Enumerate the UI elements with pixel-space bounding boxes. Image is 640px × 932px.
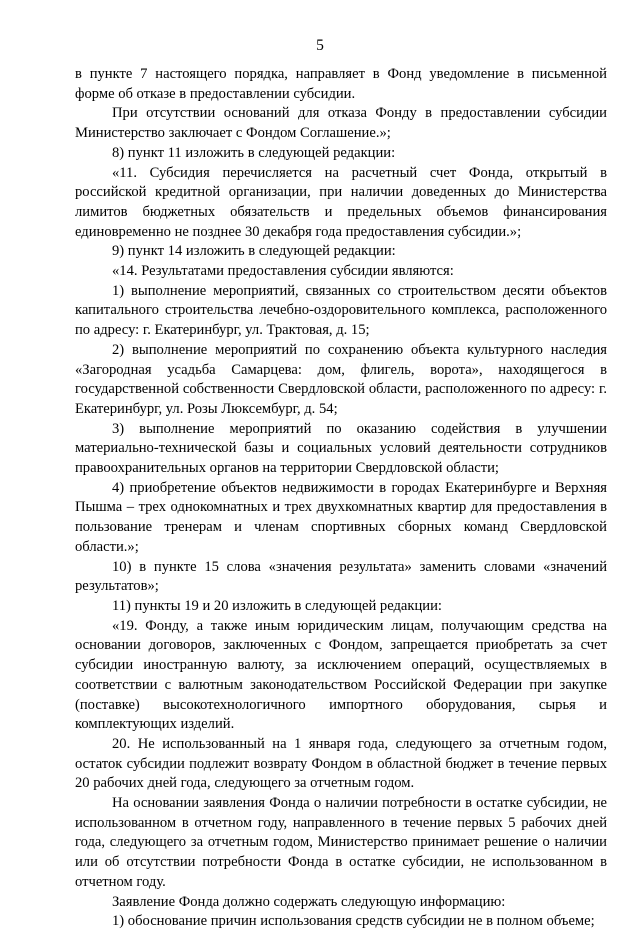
document-body [75, 65, 607, 932]
paragraph: Заявление Фонда должно содержать следующую информацию: [112, 893, 506, 910]
paragraph: 11) пункты 19 и 20 изложить в следующей редакции: [112, 597, 442, 614]
paragraph: в пункте 7 настоящего порядка, направляет в Фонд уведомление в письменной форме об отказе в предоставлении субсидии. [75, 66, 607, 102]
paragraph: 20. Не использованный на 1 января года, следующего за отчетным годом, остаток субсидии подлежит возврату Фондом в областной бюджет в течение первых 20 рабочих дней года, следующего за отчетным годом. [75, 735, 607, 792]
paragraph: «19. Фонду, а также иным юридическим лицам, получающим средства на основании договоров, заключенных с Фондом, запрещается приобретать за счет субсидии иностранную валюту, за исключением операций, осуществляемых в соответствии с валютным законодательством Российской Федерации при закупке (поставке) высокотехнологичного импортного оборудования, сырья и комплектующих изделий. [75, 617, 607, 733]
page-number: 5 [316, 37, 324, 54]
paragraph: На основании заявления Фонда о наличии потребности в остатке субсидии, не использованном в отчетном году, направленного в течение первых 5 рабочих дней года, следующего за отчетным годом, Министерство принимает решение о наличии или об отсутствии потребности Фонда в остатке субсидии, не использованном в отчетном году. [75, 795, 607, 890]
paragraph: 4) приобретение объектов недвижимости в городах Екатеринбурге и Верхняя Пышма – трех однокомнатных и трех двухкомнатных квартир для предоставления в пользование тренерам и членам спортивных сборных команд Свердловской области.»; [75, 479, 607, 555]
paragraph: 10) в пункте 15 слова «значения результата» заменить словами «значений результатов»; [75, 558, 607, 595]
paragraph: 1) выполнение мероприятий, связанных со строительством десяти объектов капитального строительства лечебно-оздоровительного комплекса, расположенного по адресу: г. Екатеринбург, ул. Трактовая, д. 15; [75, 282, 607, 339]
paragraph: При отсутствии оснований для отказа Фонду в предоставлении субсидии Министерство заключает с Фондом Соглашение.»; [75, 105, 607, 142]
paragraph: «11. Субсидия перечисляется на расчетный счет Фонда, открытый в российской кредитной организации, при наличии доведенных до Министерства лимитов бюджетных обязательств и предельных объемов финансирования единовременно не позднее 30 декабря года предоставления субсидии.»; [75, 164, 607, 240]
paragraph: 3) выполнение мероприятий по оказанию содействия в улучшении материально-технической базы и социальных условий деятельности сотрудников правоохранительных органов на территории Свердловской области; [75, 420, 607, 477]
paragraph: 9) пункт 14 изложить в следующей редакции: [112, 243, 396, 260]
paragraph: 8) пункт 11 изложить в следующей редакции: [112, 144, 396, 161]
paragraph: 2) выполнение мероприятий по сохранению объекта культурного наследия «Загородная усадьба Самарцева: дом, флигель, ворота», находящегося в государственной собственности Свердловской области, расположенного по адресу: г. Екатеринбург, ул. Розы Люксембург, д. 54; [75, 341, 607, 417]
paragraph: 1) обоснование причин использования средств субсидии не в полном объеме; [112, 913, 595, 930]
paragraph: «14. Результатами предоставления субсидии являются: [112, 263, 454, 280]
